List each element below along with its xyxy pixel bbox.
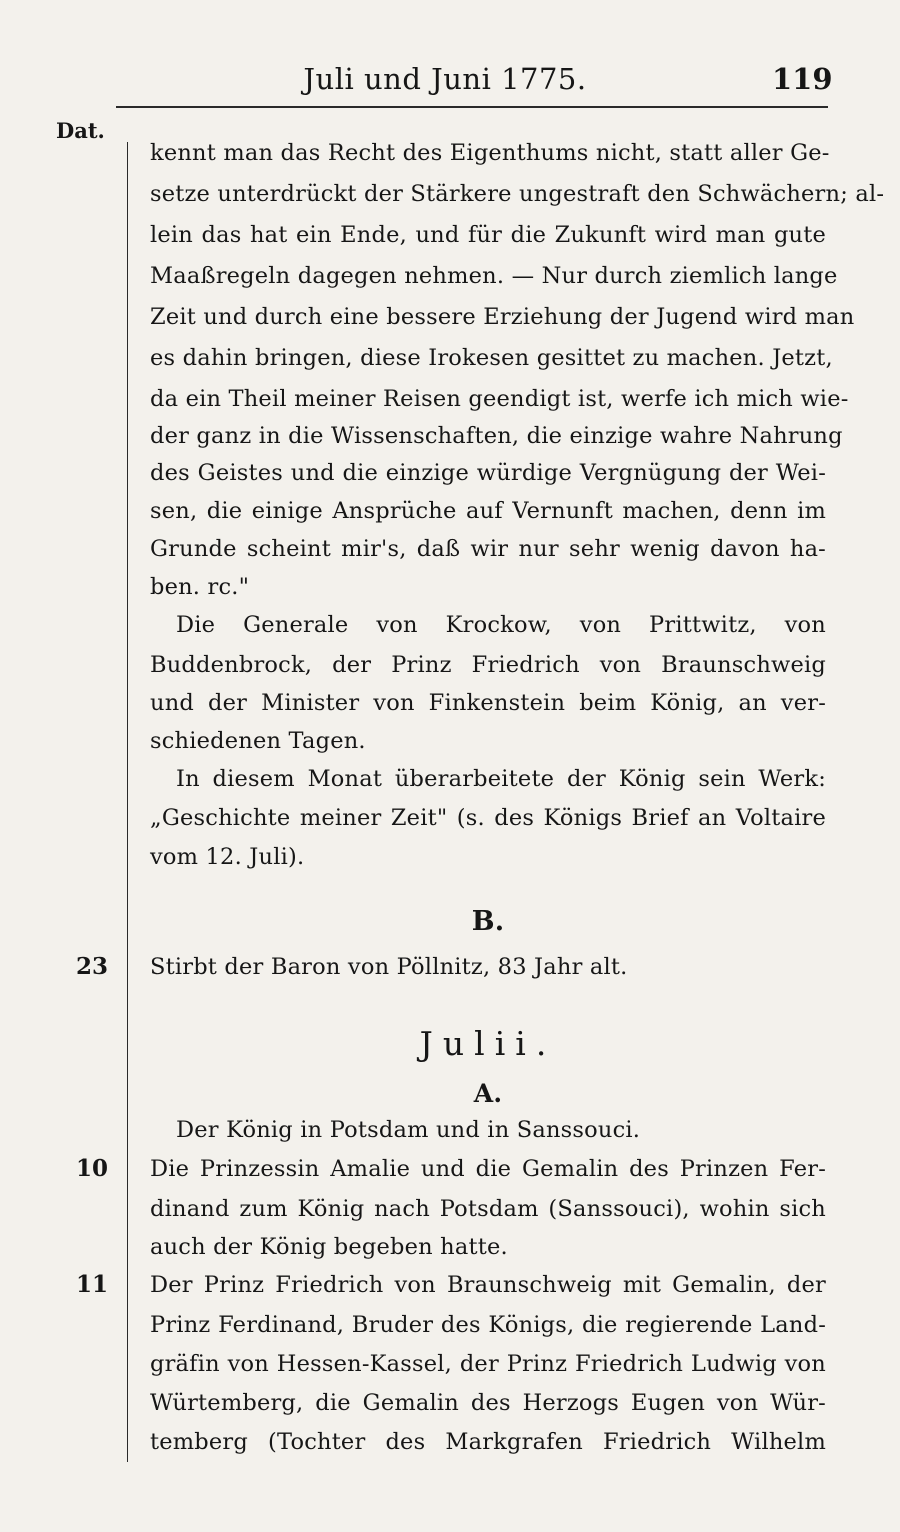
text-line: Zeit und durch eine bessere Erziehung der Jugend wird man	[150, 304, 855, 330]
text-line: In diesem Monat überarbeitete der König sein Werk:	[176, 766, 826, 792]
date-number: 11	[75, 1271, 108, 1298]
date-column-label: Dat.	[56, 118, 105, 143]
text-line: Buddenbrock, der Prinz Friedrich von Braunschweig	[150, 652, 826, 678]
text-line: auch der König begeben hatte.	[150, 1234, 508, 1260]
section-heading-a: A.	[473, 1079, 503, 1108]
text-line: „Geschichte meiner Zeit" (s. des Königs Brief an Voltaire	[150, 805, 826, 831]
text-line: Der Prinz Friedrich von Braunschweig mit Gemalin, der	[150, 1272, 826, 1298]
text-line: es dahin bringen, diese Irokesen gesittet zu machen. Jetzt,	[150, 345, 833, 371]
text-line: dinand zum König nach Potsdam (Sanssouci), wohin sich	[150, 1196, 826, 1222]
text-line: und der Minister von Finkenstein beim König, an ver-	[150, 690, 826, 716]
header-rule	[116, 106, 828, 108]
text-line: temberg (Tochter des Markgrafen Friedrich Wilhelm	[150, 1429, 826, 1455]
text-line: Stirbt der Baron von Pöllnitz, 83 Jahr alt.	[150, 954, 628, 980]
text-line: Prinz Ferdinand, Bruder des Königs, die regierende Land-	[150, 1312, 826, 1338]
section-heading-b: B.	[471, 906, 505, 937]
text-line: da ein Theil meiner Reisen geendigt ist, werfe ich mich wie-	[150, 386, 849, 412]
text-line: ben. rc."	[150, 574, 250, 600]
text-line: lein das hat ein Ende, und für die Zukunft wird man gute	[150, 222, 826, 248]
date-number: 23	[75, 953, 108, 980]
text-line: Die Generale von Krockow, von Prittwitz, von	[176, 612, 826, 638]
text-line: sen, die einige Ansprüche auf Vernunft machen, denn im	[150, 498, 826, 524]
text-line: vom 12. Juli).	[150, 844, 305, 870]
date-column-rule	[127, 142, 128, 1462]
text-line: Grunde scheint mir's, daß wir nur sehr wenig davon ha-	[150, 536, 826, 562]
text-line: Würtemberg, die Gemalin des Herzogs Eugen von Wür-	[150, 1390, 826, 1416]
running-header-title: Juli und Juni 1775.	[303, 62, 587, 96]
text-line: Die Prinzessin Amalie und die Gemalin des Prinzen Fer-	[150, 1156, 826, 1182]
text-line: kennt man das Recht des Eigenthums nicht, statt aller Ge-	[150, 140, 830, 166]
text-line: setze unterdrückt der Stärkere ungestraft den Schwächern; al-	[150, 181, 885, 207]
text-line: des Geistes und die einzige würdige Vergnügung der Wei-	[150, 460, 826, 486]
text-line: schiedenen Tagen.	[150, 728, 366, 754]
text-line: Der König in Potsdam und in Sanssouci.	[176, 1117, 641, 1143]
text-line: Maaßregeln dagegen nehmen. — Nur durch ziemlich lange	[150, 263, 838, 289]
date-number: 10	[75, 1155, 108, 1182]
month-heading: Julii.	[419, 1024, 557, 1063]
text-line: der ganz in die Wissenschaften, die einzige wahre Nahrung	[150, 423, 843, 449]
page-number: 119	[772, 62, 833, 96]
text-line: gräfin von Hessen-Kassel, der Prinz Friedrich Ludwig von	[150, 1351, 826, 1377]
